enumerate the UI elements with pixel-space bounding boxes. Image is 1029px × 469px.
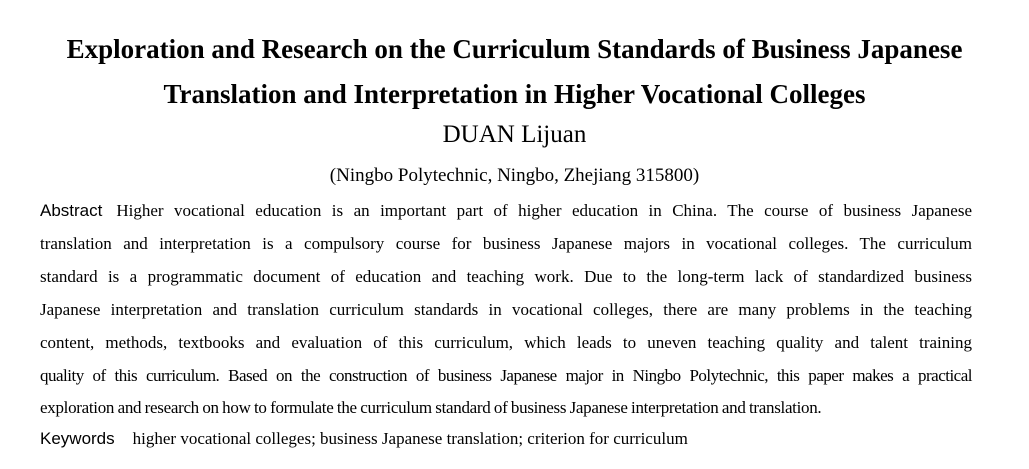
abstract-line (40, 233, 972, 255)
abstract-text: exploration and research on how to formulate the curriculum standard of business Japanese interpretation and translation. (40, 398, 822, 417)
abstract-text: quality of this curriculum. Based on the construction of business Japanese major in Ningbo Polytechnic, this paper makes a practical (40, 366, 972, 385)
abstract-line (40, 332, 972, 354)
keywords-line (40, 428, 688, 450)
abstract-text: standard is a programmatic document of education and teaching work. Due to the long-term lack of standardized business (40, 267, 972, 286)
abstract-line (40, 266, 972, 288)
abstract-line (40, 299, 972, 321)
abstract-text: Japanese interpretation and translation curriculum standards in vocational colleges, there are many problems in the teaching (40, 300, 972, 319)
paper-title-line-1: Exploration and Research on the Curriculum Standards of Business Japanese (66, 34, 963, 64)
abstract-line (40, 200, 972, 222)
abstract-line (40, 397, 972, 419)
keywords-label: Keywords (40, 429, 115, 448)
abstract-label: Abstract (40, 201, 103, 220)
abstract-text: Higher vocational education is an important part of higher education in China. The course of business Japanese (116, 201, 972, 220)
keywords-text: higher vocational colleges; business Japanese translation; criterion for curriculum (132, 429, 688, 448)
author-name: DUAN Lijuan (442, 121, 587, 148)
abstract-text: translation and interpretation is a compulsory course for business Japanese majors in vocational colleges. The curriculum (40, 234, 972, 253)
author-affiliation: (Ningbo Polytechnic, Ningbo, Zhejiang 315800) (329, 165, 700, 186)
paper-title-line-2: Translation and Interpretation in Higher Vocational Colleges (163, 79, 866, 109)
abstract-text: content, methods, textbooks and evaluation of this curriculum, which leads to uneven teaching quality and talent training (40, 333, 972, 352)
abstract-line (40, 365, 972, 387)
